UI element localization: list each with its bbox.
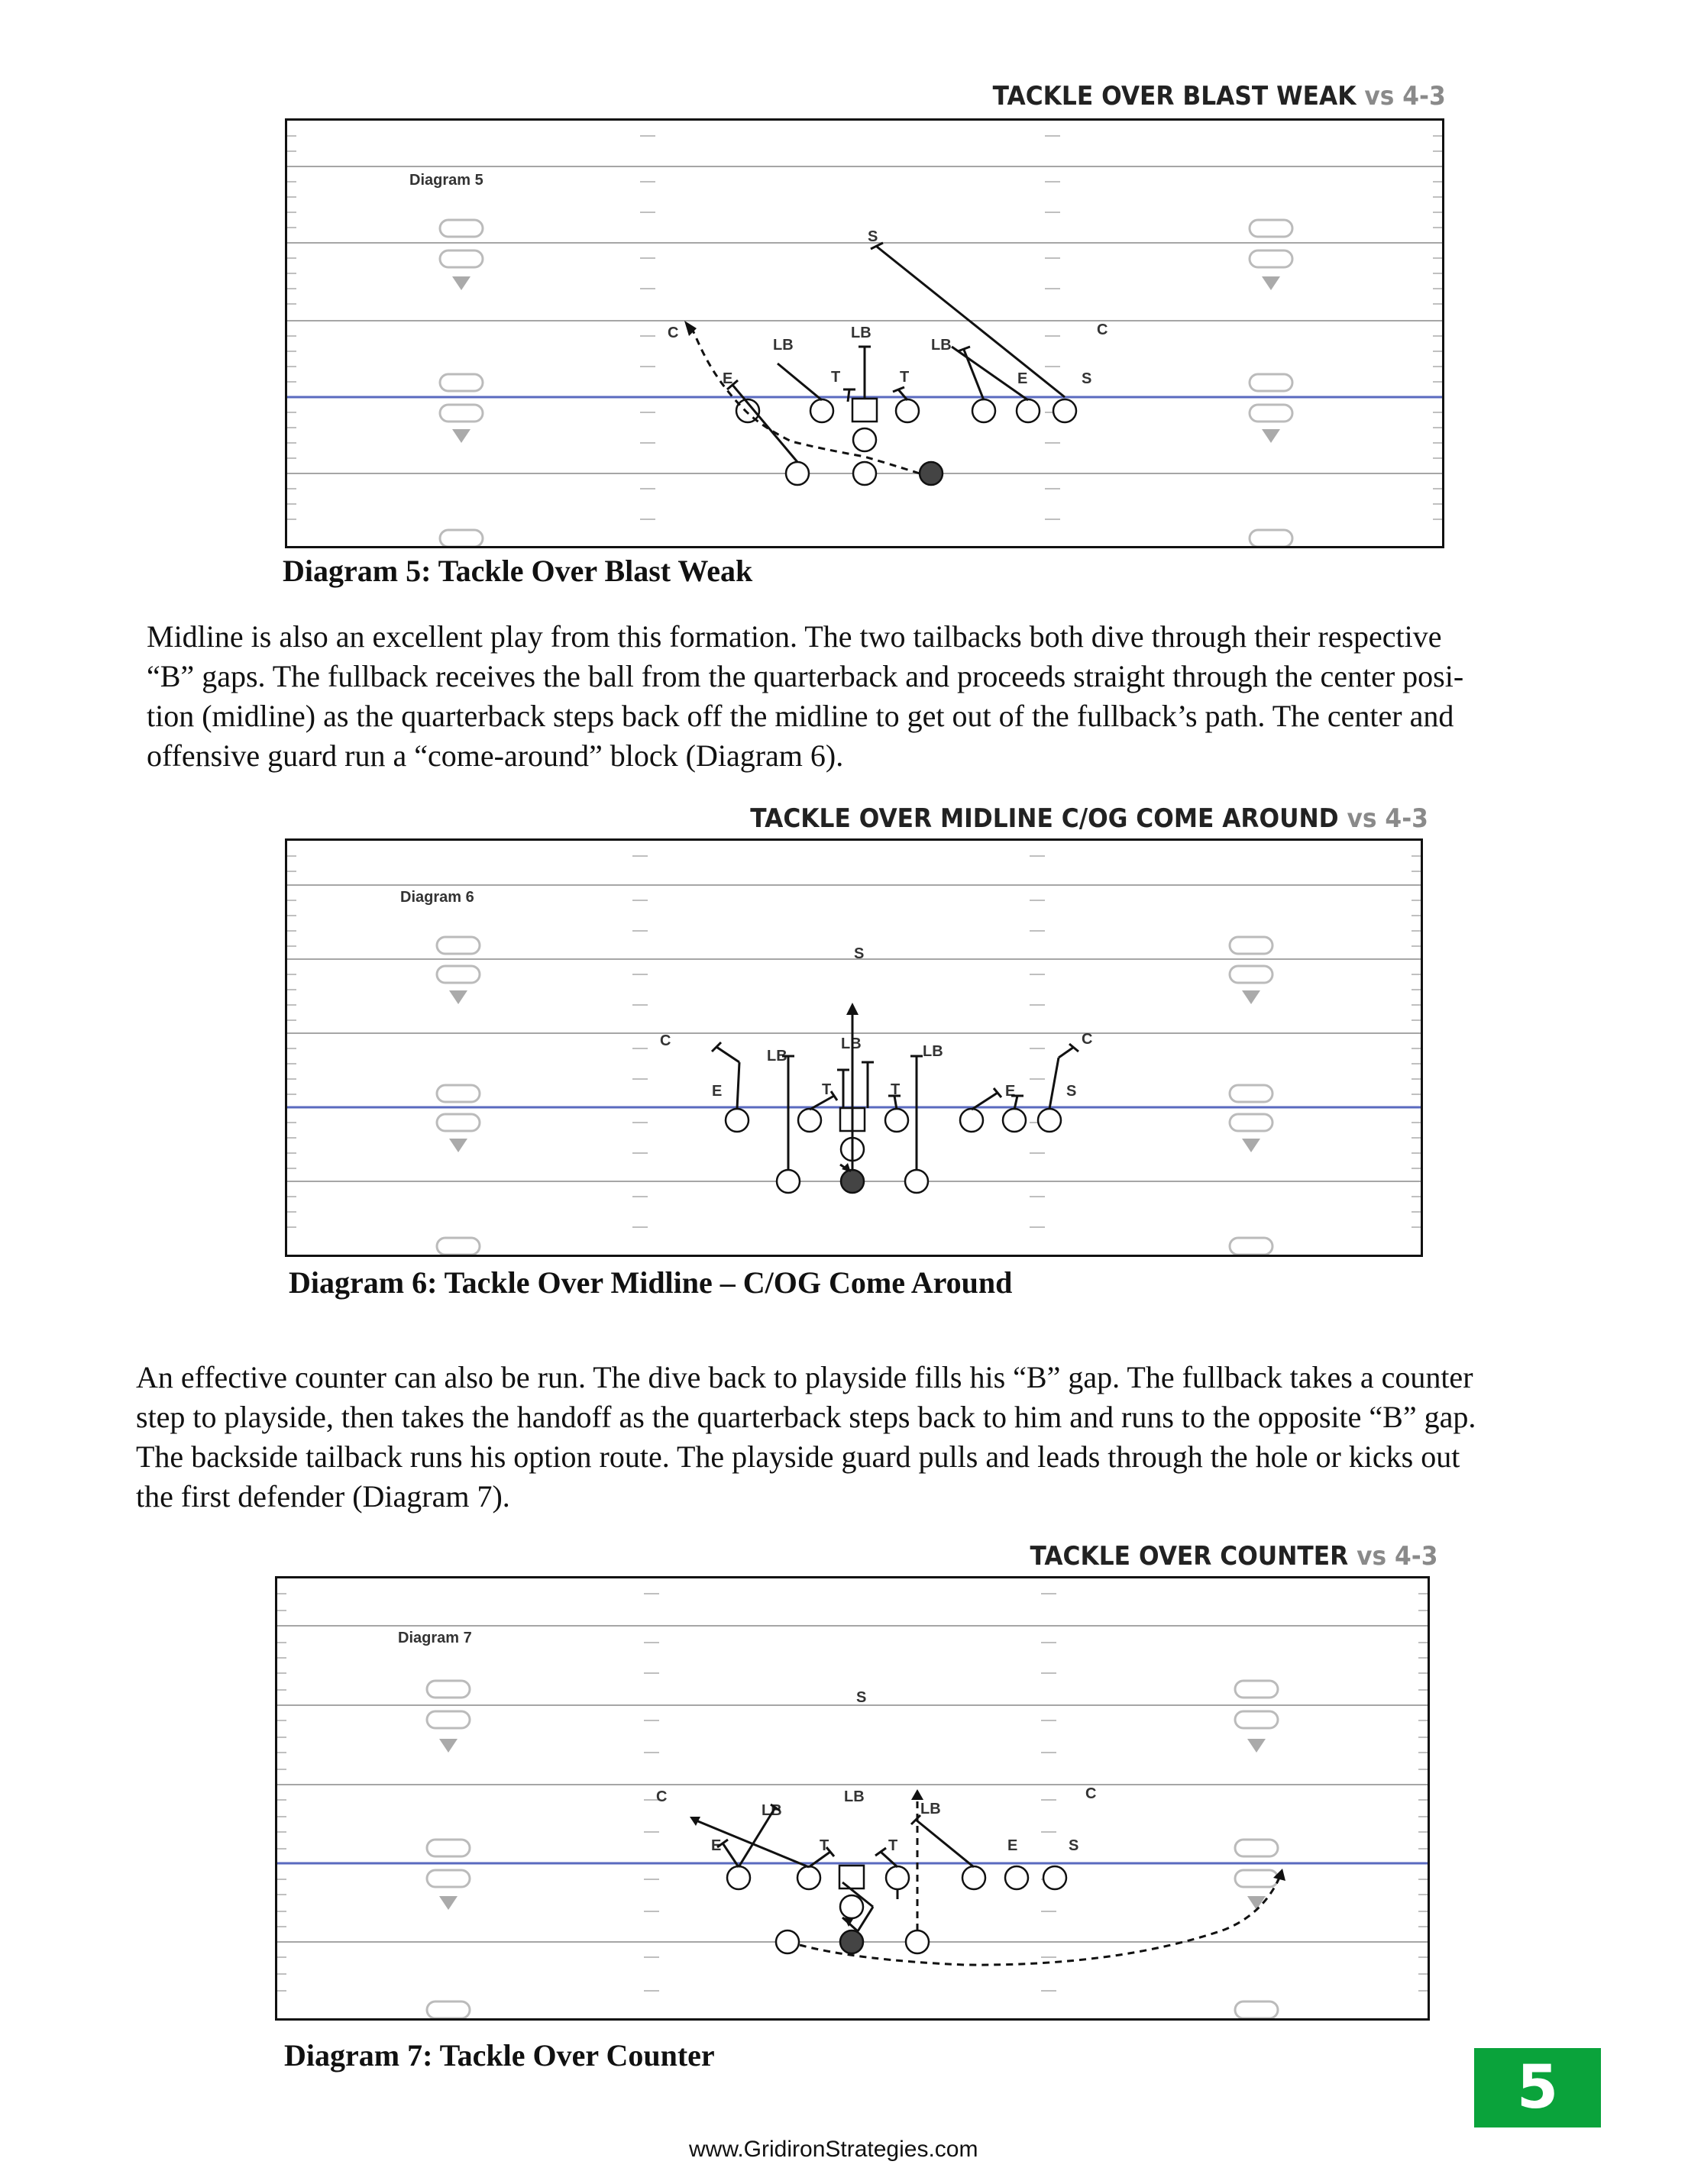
defender-t-left: T	[831, 369, 841, 386]
yard-numbers	[427, 1681, 1278, 2018]
right-guard	[896, 399, 919, 422]
defender-lb-left: LB	[773, 337, 794, 354]
offense	[727, 1866, 1066, 1953]
yard-numbers	[437, 937, 1272, 1255]
paragraph-line: offensive guard run a “come-around” block (Diagram 6).	[147, 738, 844, 773]
left-guard	[810, 399, 833, 422]
route-arrowhead	[911, 1789, 923, 1800]
defender-c-left: C	[656, 1788, 668, 1805]
left-tailback	[776, 1930, 799, 1953]
defender-lb-right: LB	[931, 337, 952, 354]
play-vs: vs 4-3	[1347, 803, 1428, 834]
right-guard	[885, 1109, 908, 1132]
defender-s: S	[854, 945, 865, 962]
defender-e-left: E	[723, 370, 733, 387]
defender-t-left: T	[822, 1081, 832, 1098]
routes	[800, 1798, 1279, 1965]
right-tackle-1	[960, 1109, 983, 1132]
quarterback	[840, 1895, 863, 1918]
defender-t-right: T	[900, 369, 910, 386]
left-tackle	[726, 1109, 749, 1132]
center	[839, 1866, 864, 1888]
defense-labels	[656, 1689, 1096, 1854]
defender-s-right: S	[1082, 370, 1092, 387]
ball-carrier	[841, 1170, 864, 1193]
play-diagram-7	[275, 1576, 1430, 2021]
play-diagram-6	[285, 838, 1423, 1257]
right-tackle-2	[1005, 1866, 1028, 1889]
play-diagram-5	[285, 118, 1444, 548]
defender-t-right: T	[891, 1081, 901, 1098]
page-number-badge: 5	[1474, 2048, 1601, 2127]
paragraph-line: “B” gaps. The fullback receives the ball from the quarterback and proceeds straight through the center posi-	[147, 659, 1464, 693]
field-markings	[287, 885, 1421, 1181]
play-vs: vs 4-3	[1356, 1541, 1437, 1572]
defender-s: S	[868, 228, 878, 245]
diagram-caption-7: Diagram 7: Tackle Over Counter	[284, 2038, 715, 2073]
paragraph-counter	[136, 1358, 1476, 1517]
defender-lb-left: LB	[767, 1048, 787, 1065]
paragraph-line: the first defender (Diagram 7).	[136, 1479, 510, 1514]
play-title-7	[1030, 1541, 1437, 1572]
defender-e-left: E	[712, 1083, 723, 1100]
right-tackle-1	[972, 399, 995, 422]
defender-c-right: C	[1082, 1031, 1093, 1048]
defender-t-left: T	[820, 1837, 829, 1854]
paragraph-midline	[147, 617, 1463, 776]
ball-carrier	[920, 462, 943, 485]
route-arrowhead	[1273, 1869, 1285, 1881]
defender-c-right: C	[1097, 321, 1108, 338]
paragraph-line: An effective counter can also be run. The dive back to playside fills his “B” gap. The fullback takes a counter	[136, 1360, 1473, 1394]
play-title-6	[750, 803, 1428, 834]
route-arrowhead	[846, 1003, 859, 1015]
diagram-7-svg	[277, 1578, 1428, 2018]
fullback	[853, 462, 876, 485]
defender-lb-right: LB	[923, 1043, 943, 1060]
offense	[726, 1108, 1061, 1193]
play-name: TACKLE OVER COUNTER	[1029, 1541, 1348, 1572]
left-tailback	[777, 1170, 800, 1193]
defender-c-left: C	[660, 1032, 671, 1049]
defender-s-right: S	[1069, 1837, 1079, 1854]
footer-url[interactable]: www.GridironStrategies.com	[689, 2137, 978, 2162]
field-markings	[287, 166, 1442, 473]
right-tackle-2	[1017, 399, 1040, 422]
defense-labels	[668, 228, 1108, 387]
play-vs: vs 4-3	[1364, 81, 1446, 111]
right-guard	[886, 1866, 909, 1889]
defender-lb-right: LB	[920, 1801, 941, 1817]
right-tailback	[905, 1170, 928, 1193]
diagram-label: Diagram 6	[400, 889, 474, 906]
diagram-6-svg	[287, 841, 1421, 1255]
defender-lb-left: LB	[762, 1802, 782, 1819]
defender-e-left: E	[711, 1837, 722, 1854]
defense-labels	[660, 945, 1092, 1100]
paragraph-line: The backside tailback runs his option route. The playside guard pulls and leads through the hole or kicks out	[136, 1439, 1460, 1474]
offense	[736, 399, 1076, 485]
left-tackle	[727, 1866, 750, 1889]
defender-e-right: E	[1017, 370, 1028, 387]
defender-lb-middle: LB	[851, 325, 871, 341]
right-tailback	[906, 1930, 929, 1953]
left-tailback	[786, 462, 809, 485]
diagram-caption-6: Diagram 6: Tackle Over Midline – C/OG Come Around	[289, 1265, 1013, 1300]
tight-end	[1053, 399, 1076, 422]
paragraph-line: step to playside, then takes the handoff as the quarterback steps back to him and runs to the opposite “B” gap.	[136, 1400, 1476, 1434]
play-name: TACKLE OVER MIDLINE C/OG COME AROUND	[750, 803, 1339, 834]
paragraph-line: Midline is also an excellent play from this formation. The two tailbacks both dive through their respective	[147, 619, 1442, 654]
center	[852, 399, 877, 422]
diagram-caption-5: Diagram 5: Tackle Over Blast Weak	[283, 554, 753, 588]
diagram-label: Diagram 7	[398, 1630, 472, 1646]
paragraph-line: tion (midline) as the quarterback steps back off the midline to get out of the fullback’s path. The center and	[147, 699, 1454, 733]
defender-t-right: T	[888, 1837, 898, 1854]
quarterback	[853, 428, 876, 451]
defender-e-right: E	[1007, 1837, 1018, 1854]
left-guard	[797, 1866, 820, 1889]
yard-numbers	[440, 220, 1292, 546]
routes	[690, 325, 920, 473]
diagram-label: Diagram 5	[409, 172, 483, 189]
ball-carrier	[840, 1930, 863, 1953]
defender-c-left: C	[668, 325, 679, 341]
route-arrowhead	[684, 321, 697, 336]
defender-c-right: C	[1085, 1785, 1097, 1802]
diagram-5-svg	[287, 121, 1442, 546]
defender-e-right: E	[1005, 1083, 1016, 1100]
defender-lb-middle: LB	[844, 1788, 865, 1805]
tight-end	[1043, 1866, 1066, 1889]
left-guard	[798, 1109, 821, 1132]
play-name: TACKLE OVER BLAST WEAK	[992, 81, 1357, 111]
right-tackle-2	[1003, 1109, 1026, 1132]
defender-s: S	[856, 1689, 867, 1706]
right-tackle-1	[962, 1866, 985, 1889]
defender-s-right: S	[1066, 1083, 1077, 1100]
play-title-5	[993, 81, 1446, 111]
defender-lb-middle: LB	[841, 1035, 862, 1052]
tight-end	[1038, 1109, 1061, 1132]
